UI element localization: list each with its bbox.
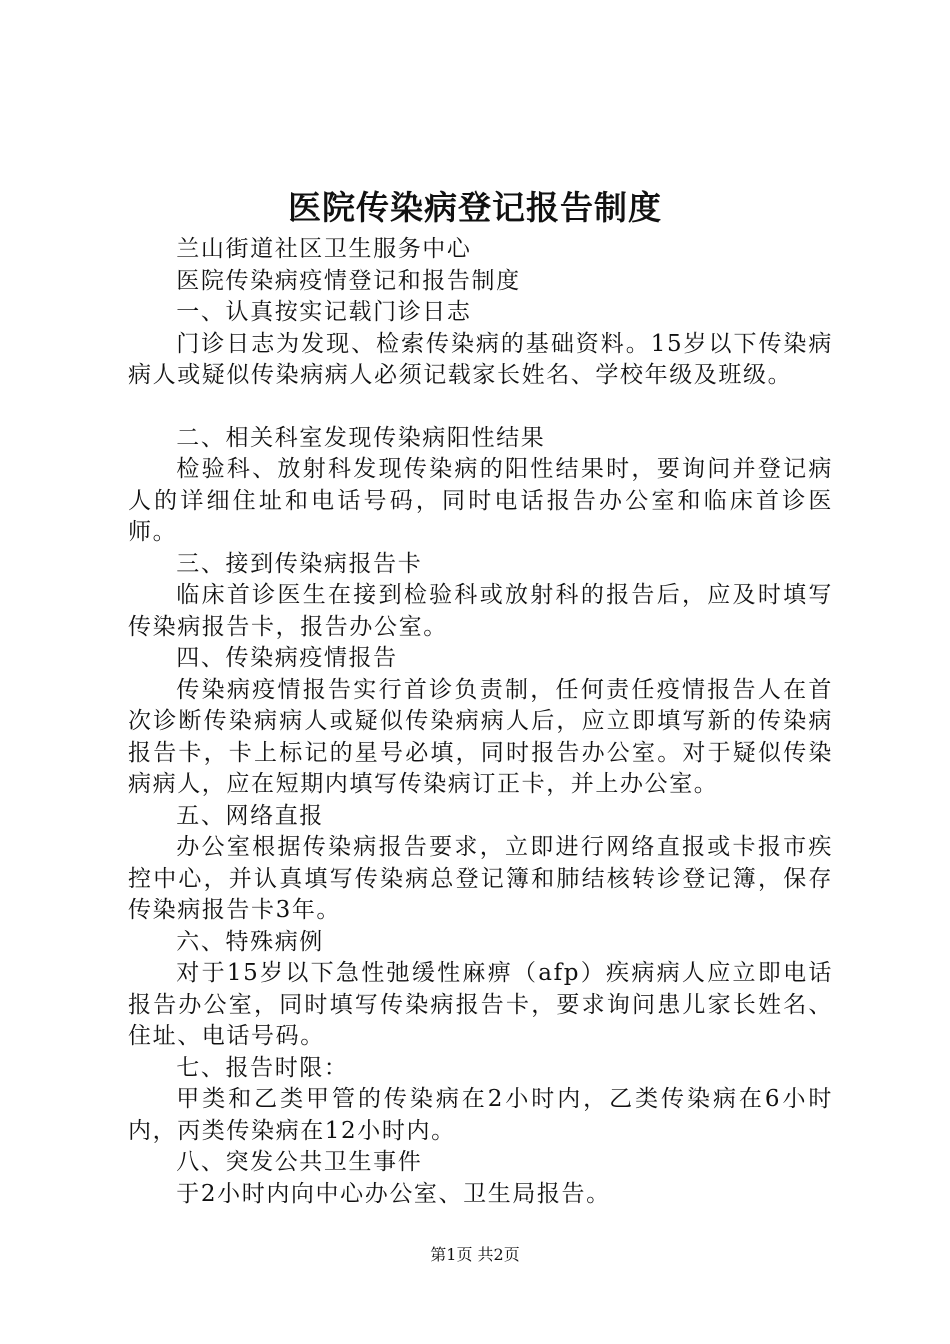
paragraph-gap — [128, 392, 833, 423]
section-body-1: 门诊日志为发现、检索传染病的基础资料。15岁以下传染病病人或疑似传染病病人必须记载家长姓名、学校年级及班级。 — [128, 330, 833, 388]
section-heading-4: 四、传染病疫情报告 — [176, 645, 398, 671]
section-body-6: 对于15岁以下急性弛缓性麻痹（afp）疾病病人应立即电话报告办公室，同时填写传染病报告卡，要求询问患儿家长姓名、住址、电话号码。 — [128, 960, 833, 1049]
section-heading-6: 六、特殊病例 — [176, 928, 324, 955]
section-body-4: 传染病疫情报告实行首诊负责制，任何责任疫情报告人在首次诊断传染病病人或疑似传染病病人后，应立即填写新的传染病报告卡，卡上标记的星号必填，同时报告办公室。对于疑似传染病病人，应在短期内填写传染病订正卡，并上办公室。 — [128, 676, 833, 797]
section-heading-1: 一、认真按实记载门诊日志 — [176, 299, 472, 325]
section-body-7: 甲类和乙类甲管的传染病在2小时内，乙类传染病在6小时内，丙类传染病在12小时内。 — [128, 1086, 833, 1144]
section-body-2: 检验科、放射科发现传染病的阳性结果时，要询问并登记病人的详细住址和电话号码，同时电话报告办公室和临床首诊医师。 — [128, 456, 833, 545]
section-heading-5: 五、网络直报 — [176, 802, 324, 829]
document-body — [128, 234, 833, 1210]
section-body-8: 于2小时内向中心办公室、卫生局报告。 — [176, 1180, 611, 1207]
document-subtitle: 医院传染病疫情登记和报告制度 — [176, 267, 521, 294]
section-heading-8: 八、突发公共卫生事件 — [176, 1149, 423, 1175]
section-body-3: 临床首诊医生在接到检验科或放射科的报告后，应及时填写传染病报告卡，报告办公室。 — [128, 582, 833, 640]
organization-name: 兰山街道社区卫生服务中心 — [176, 236, 472, 262]
section-heading-7: 七、报告时限： — [176, 1054, 349, 1081]
page-number-footer: 第1页 共2页 — [430, 1245, 520, 1264]
section-heading-3: 三、接到传染病报告卡 — [176, 550, 423, 577]
section-heading-2: 二、相关科室发现传染病阳性结果 — [176, 424, 546, 451]
section-body-5: 办公室根据传染病报告要求，立即进行网络直报或卡报市疾控中心，并认真填写传染病总登记簿和肺结核转诊登记簿，保存传染病报告卡3年。 — [128, 834, 833, 923]
document-title: 医院传染病登记报告制度 — [288, 188, 662, 227]
